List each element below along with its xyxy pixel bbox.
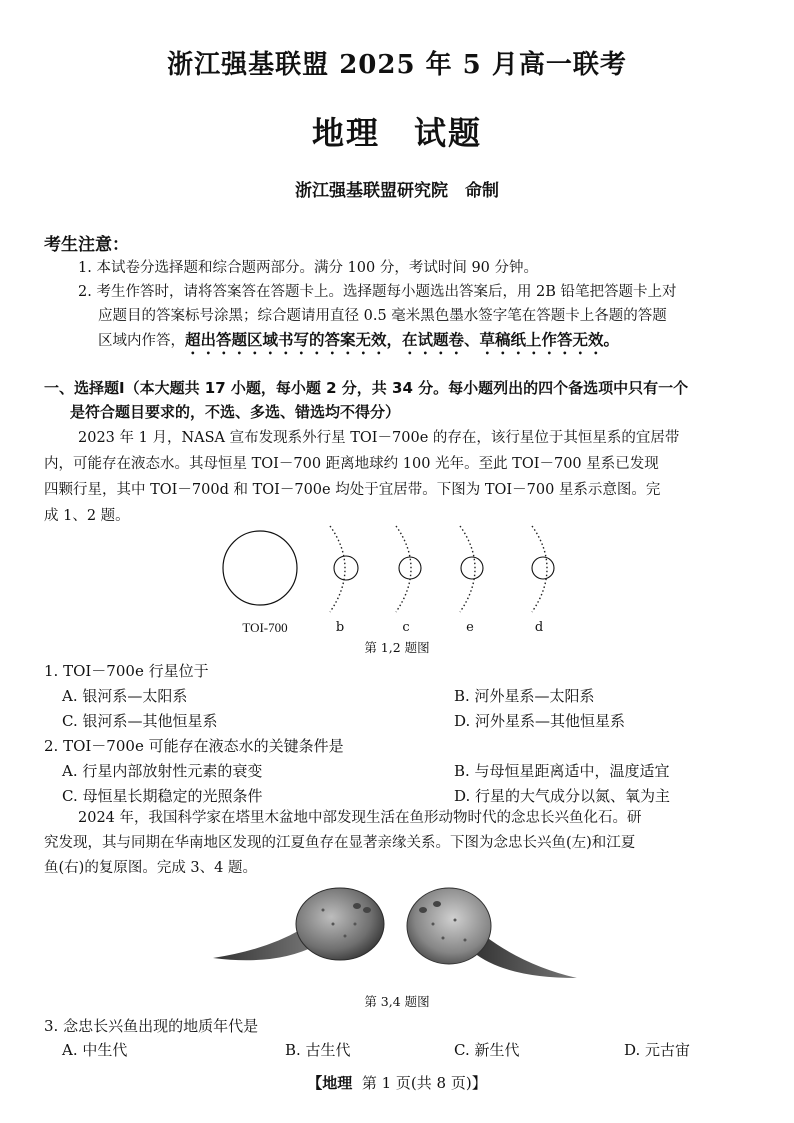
q1-option-a: A. 银河系—太阳系 <box>62 687 188 705</box>
fish-right <box>407 888 577 978</box>
passage2-line2: 究发现，其与同期在华南地区发现的江夏鱼存在显著亲缘关系。下图为念忠长兴鱼(左)和江夏 <box>44 835 636 851</box>
exam-title: 浙江强基联盟 2025 年 5 月高一联考 <box>167 50 627 80</box>
footer-page-number: 第 1 页(共 8 页)】 <box>361 1074 487 1092</box>
q1-option-b: B. 河外星系—太阳系 <box>454 687 595 705</box>
passage1-line2: 内，可能存在液态水。其母恒星 TOI－700 距离地球约 100 光年。至此 TOI－700 星系已发现 <box>44 456 659 472</box>
q2-option-c: C. 母恒星长期稳定的光照条件 <box>62 787 263 805</box>
q3-option-b: B. 古生代 <box>285 1041 351 1059</box>
q2-option-b: B. 与母恒星距离适中，温度适宜 <box>454 762 670 780</box>
q1-option-d: D. 河外星系—其他恒星系 <box>454 712 626 730</box>
author-line: 浙江强基联盟研究院 命制 <box>295 181 499 201</box>
q1-option-c: C. 银河系—其他恒星系 <box>62 712 218 730</box>
q2-option-d: D. 行星的大气成分以氮、氧为主 <box>454 787 671 805</box>
notice-item-2-line3 <box>98 328 619 358</box>
passage1-line3: 四颗行星，其中 TOI－700d 和 TOI－700e 均处于宜居带。下图为 TOI－700 星系示意图。完 <box>44 482 661 498</box>
notice-emphasis: 超出答题区域书写的答案无效，在试题卷、草稿纸上作答无效。 <box>185 331 620 349</box>
q2-option-a: A. 行星内部放射性元素的衰变 <box>62 762 263 780</box>
figure1-caption: 第 1,2 题图 <box>364 640 430 655</box>
subject-title: 地理 试题 <box>311 114 482 152</box>
passage1-line4: 成 1、2 题。 <box>44 508 130 524</box>
notice-item-2-line2: 应题目的答案标号涂黑；综合题请用直径 0.5 毫米黑色墨水签字笔在答题卡上各题的答题 <box>98 308 667 324</box>
fish-reconstruction-image <box>205 880 585 988</box>
section1-heading-line2: 是符合题目要求的，不选、多选、错选均不得分） <box>70 403 401 421</box>
page-footer <box>0 1072 794 1093</box>
q3-option-a: A. 中生代 <box>62 1041 128 1059</box>
label-b: b <box>335 620 345 635</box>
passage2-line3: 鱼(右)的复原图。完成 3、4 题。 <box>44 860 257 876</box>
figure2-caption: 第 3,4 题图 <box>364 994 430 1009</box>
notice-item-2-line3-plain: 区域内作答， <box>98 333 185 349</box>
label-d: d <box>534 620 544 635</box>
q2-stem: 2. TOI－700e 可能存在液态水的关键条件是 <box>44 737 344 755</box>
label-e: e <box>466 620 474 635</box>
passage1-line1: 2023 年 1 月，NASA 宣布发现系外行星 TOI－700e 的存在，该行星位于其恒星系的宜居带 <box>78 430 680 446</box>
footer-subject: 【地理 <box>307 1074 353 1092</box>
section1-heading-line1: 一、选择题Ⅰ（本大题共 17 小题，每小题 2 分，共 34 分。每小题列出的四个备选项中只有一个 <box>44 379 689 397</box>
notice-item-2-line1: 2. 考生作答时，请将答案答在答题卡上。选择题每小题选出答案后，用 2B 铅笔把答题卡上对 <box>78 284 677 300</box>
q3-stem: 3. 念忠长兴鱼出现的地质年代是 <box>44 1017 259 1035</box>
notice-item-1: 1. 本试卷分选择题和综合题两部分。满分 100 分，考试时间 90 分钟。 <box>78 260 539 276</box>
q3-option-c: C. 新生代 <box>454 1041 520 1059</box>
label-c: c <box>402 620 410 635</box>
fish-left <box>213 888 384 960</box>
q1-stem: 1. TOI－700e 行星位于 <box>44 662 209 680</box>
passage2-line1: 2024 年，我国科学家在塔里木盆地中部发现生活在鱼形动物时代的念忠长兴鱼化石。研 <box>78 810 642 826</box>
q3-option-d: D. 元古宙 <box>624 1041 691 1059</box>
notice-heading: 考生注意： <box>44 235 129 255</box>
label-toi700: TOI-700 <box>242 620 288 635</box>
